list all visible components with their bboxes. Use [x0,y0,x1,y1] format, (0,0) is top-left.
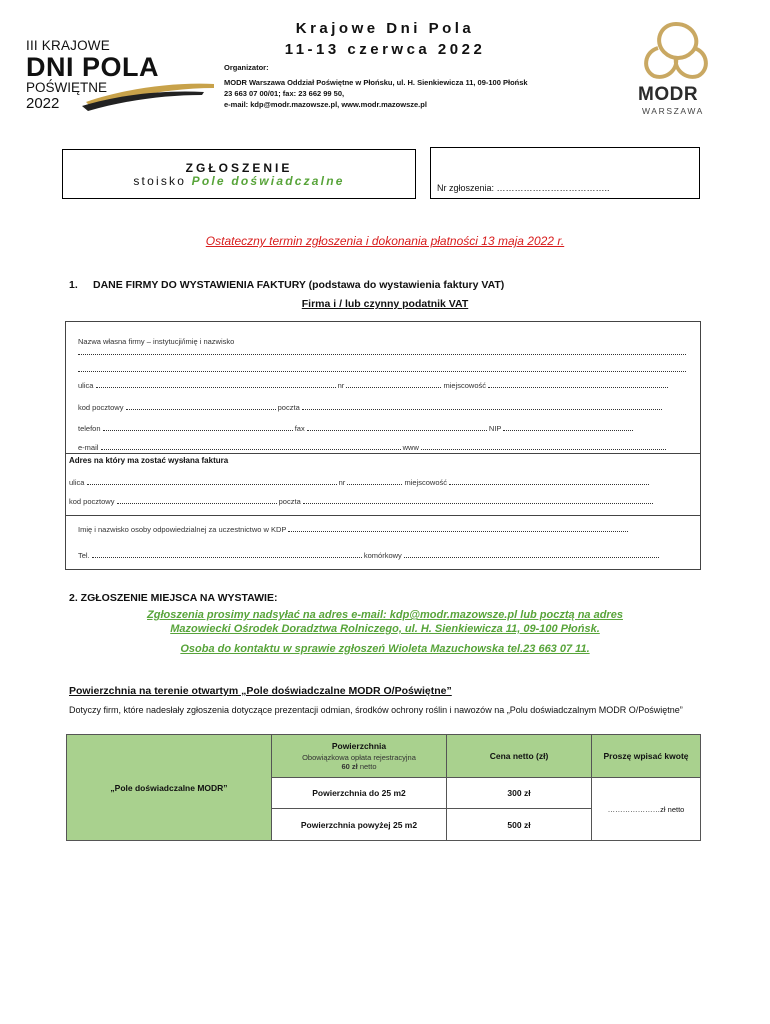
email-label: e-mail [78,443,99,452]
ship-address-title: Adres na który ma zostać wysłana faktura [69,456,229,465]
tel-label: Tel. [78,551,90,560]
modr-logo-name: MODR [638,84,699,105]
contact-person-row [78,524,628,534]
registration-subtitle-prefix: stoisko [133,174,187,188]
event-title-name: Krajowe Dni Pola [295,20,475,37]
kdp-logo [26,38,216,114]
organizer-phones: 23 663 07 00/01; fax: 23 662 99 50, [224,89,345,98]
logo-line1: III KRAJOWE [26,38,110,53]
post-field[interactable] [302,402,662,410]
section2-heading: 2. ZGŁOSZENIE MIEJSCA NA WYSTAWIE: [69,592,278,604]
event-title [250,18,520,60]
table-cell-price: 300 zł [447,778,592,809]
phone-label: telefon [78,424,101,433]
tel-row [78,550,659,560]
table-row-label: „Pole doświadczalne MODR” [67,735,272,841]
mobile-label: komórkowy [363,551,402,560]
registration-subtitle [63,174,415,188]
postal-field[interactable] [126,402,276,410]
contact-person-label: Imię i nazwisko osoby odpowiedzialnej za uczestnictwo w KDP [78,525,287,534]
organizer-label: Organizator: [224,63,269,72]
table-header-price: Cena netto (zł) [447,735,592,778]
registration-number-box [430,147,700,199]
contact-person-field[interactable] [288,524,628,532]
postal-row [78,402,662,412]
fax-label: fax [294,424,305,433]
section1-subtitle: Firma i / lub czynny podatnik VAT [301,298,469,310]
ship-post-field[interactable] [303,496,653,504]
nip-label: NIP [488,424,502,433]
ship-street-field[interactable] [87,477,337,485]
nr-label: nr [337,381,345,390]
organizer-block [224,62,624,110]
logo-line2: DNI POLA [26,52,160,82]
modr-logo-knot-icon [638,18,714,82]
post-label: poczta [277,403,300,412]
ship-street-label: ulica [69,478,85,487]
ship-nr-label: nr [338,478,346,487]
modr-logo [632,18,718,118]
email-row [78,442,666,452]
phone-field[interactable] [103,423,293,431]
organizer-contact: e-mail: kdp@modr.mazowsze.pl, www.modr.mazowsze.pl [224,100,427,109]
submission-address: Mazowiecki Ośrodek Doradztwa Rolniczego, ul. H. Sienkiewicza 11, 09-100 Płońsk. [170,623,600,635]
table-header-amount: Proszę wpisać kwotę [592,735,701,778]
phone-row [78,423,633,433]
ship-street-row [69,477,649,487]
ship-nr-field[interactable] [347,477,402,485]
table-header-area-fee-suffix: netto [357,762,377,771]
price-table [66,734,701,841]
nip-field[interactable] [503,423,633,431]
table-cell-area: Powierzchnia powyżej 25 m2 [272,809,447,841]
area-description: Dotyczy firm, które nadesłały zgłoszenia dotyczące prezentacji odmian, środków ochrony roślin i nawozów na „Polu doświadczalnym MODR O/Poświętne” [69,705,683,715]
divider [66,515,700,516]
www-label: www [402,443,419,452]
table-header-area-fee [272,762,446,771]
contact-person-info: Osoba do kontaktu w sprawie zgłoszeń Wioleta Mazuchowska tel.23 663 07 11. [180,643,590,655]
section1-number: 1. [69,279,78,291]
invoice-form [65,321,701,570]
modr-logo-sub: WARSZAWA [642,106,704,116]
company-name-field-2[interactable] [78,364,686,374]
table-cell-area: Powierzchnia do 25 m2 [272,778,447,809]
ship-post-label: poczta [278,497,301,506]
ship-city-field[interactable] [449,477,649,485]
city-field[interactable] [488,380,668,388]
ship-postal-row [69,496,653,506]
table-header-area-note: Obowiązkowa opłata rejestracyjna [302,753,416,762]
www-field[interactable] [421,442,666,450]
nr-field[interactable] [346,380,441,388]
tel-field[interactable] [92,550,362,558]
street-field[interactable] [96,380,336,388]
amount-input-cell[interactable]: …………………zł netto [592,778,701,841]
table-header-area-title: Powierzchnia [331,741,387,751]
table-header-area [272,735,447,778]
logo-line3: POŚWIĘTNE [26,80,108,95]
registration-title: ZGŁOSZENIE [185,161,293,175]
section1-heading [69,279,504,291]
registration-number-field[interactable]: Nr zgłoszenia: ……………………………….. [437,183,610,193]
event-title-dates: 11-13 czerwca 2022 [284,41,486,58]
organizer-address: MODR Warszawa Oddział Poświętne w Płońsku, ul. H. Sienkiewicza 11, 09-100 Płońsk [224,78,528,87]
ship-city-label: miejscowość [404,478,447,487]
logo-line4: 2022 [26,95,60,112]
postal-label: kod pocztowy [78,403,124,412]
section1-title: DANE FIRMY DO WYSTAWIENIA FAKTURY (podstawa do wystawienia faktury VAT) [93,279,505,291]
table-cell-price: 500 zł [447,809,592,841]
mobile-field[interactable] [404,550,659,558]
email-field[interactable] [101,442,401,450]
table-header-area-fee-amount: 60 zł [341,762,358,771]
city-label: miejscowość [443,381,486,390]
company-name-field[interactable] [78,347,686,357]
area-heading: Powierzchnia na terenie otwartym „Pole doświadczalne MODR O/Poświętne” [69,685,452,697]
company-name-label: Nazwa własna firmy – instytucji/imię i nazwisko [78,337,235,346]
registration-title-box [62,149,416,199]
ship-postal-field[interactable] [117,496,277,504]
submission-email-link[interactable]: Zgłoszenia prosimy nadsyłać na adres e-mail: kdp@modr.mazowsze.pl lub pocztą na adres [147,609,623,621]
ship-postal-label: kod pocztowy [69,497,115,506]
deadline-notice: Ostateczny termin zgłoszenia i dokonania płatności 13 maja 2022 r. [205,234,565,248]
street-label: ulica [78,381,94,390]
street-row [78,380,668,390]
registration-subtitle-stand: Pole doświadczalne [191,174,345,188]
fax-field[interactable] [307,423,487,431]
divider [66,453,700,454]
